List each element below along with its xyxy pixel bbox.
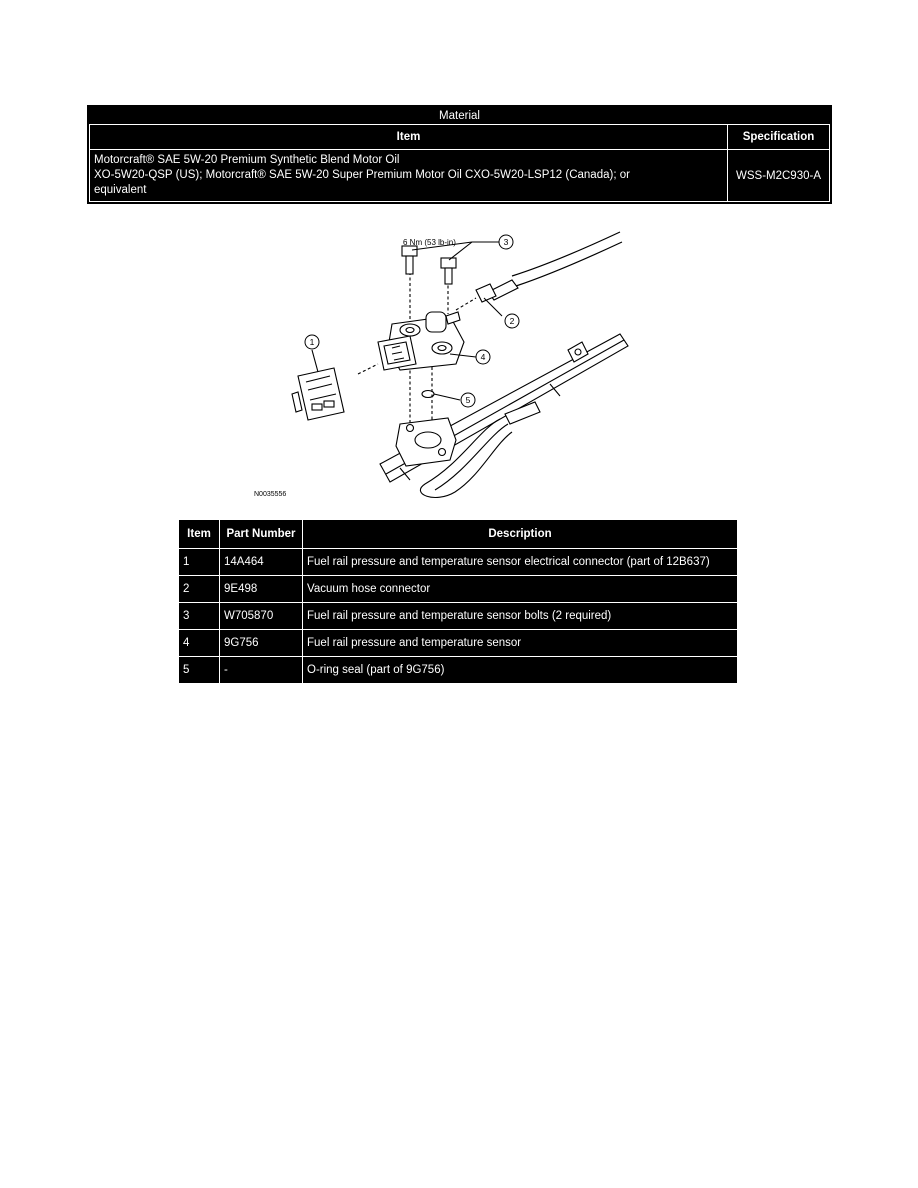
callout-2: 2	[509, 316, 515, 326]
table-row	[179, 657, 738, 684]
row-part-number: W705870	[220, 603, 303, 630]
callout-3: 3	[503, 237, 509, 247]
row-item: 3	[179, 603, 220, 630]
row-description: Fuel rail pressure and temperature sensor electrical connector (part of 12B637)	[303, 549, 738, 576]
row-item: 5	[179, 657, 220, 684]
figure-id: N0035556	[254, 491, 287, 498]
row-description: Fuel rail pressure and temperature sensor bolts (2 required)	[303, 603, 738, 630]
callout-1: 1	[309, 337, 315, 347]
parts-table	[178, 519, 738, 684]
parts-header-description: Description	[303, 520, 738, 549]
material-header-specification: Specification	[728, 125, 830, 150]
row-item: 4	[179, 630, 220, 657]
material-specification-cell: WSS-M2C930-A	[728, 150, 830, 202]
material-table-caption: Material	[439, 109, 480, 122]
material-header-item: Item	[90, 125, 728, 150]
row-part-number: -	[220, 657, 303, 684]
row-item: 2	[179, 576, 220, 603]
table-row	[179, 576, 738, 603]
row-part-number: 14A464	[220, 549, 303, 576]
row-description: O-ring seal (part of 9G756)	[303, 657, 738, 684]
material-item-line2: XO-5W20-QSP (US); Motorcraft® SAE 5W-20 Super Premium Motor Oil CXO-5W20-LSP12 (Canada); or	[94, 169, 630, 181]
material-item-line1: Motorcraft® SAE 5W-20 Premium Synthetic Blend Motor Oil	[94, 154, 400, 166]
material-item-line3: equivalent	[94, 184, 147, 196]
table-row	[179, 549, 738, 576]
table-row	[179, 630, 738, 657]
material-item-cell	[90, 150, 728, 202]
row-description: Fuel rail pressure and temperature sensor	[303, 630, 738, 657]
row-part-number: 9E498	[220, 576, 303, 603]
callout-4: 4	[480, 352, 486, 362]
row-item: 1	[179, 549, 220, 576]
callout-5: 5	[465, 395, 471, 405]
table-row	[179, 603, 738, 630]
parts-header-item: Item	[179, 520, 220, 549]
parts-header-part-number: Part Number	[220, 520, 303, 549]
torque-label: 6 Nm (53 lb-in)	[403, 238, 456, 247]
sensor-exploded-diagram	[250, 224, 650, 504]
material-table	[89, 107, 830, 202]
row-description: Vacuum hose connector	[303, 576, 738, 603]
row-part-number: 9G756	[220, 630, 303, 657]
